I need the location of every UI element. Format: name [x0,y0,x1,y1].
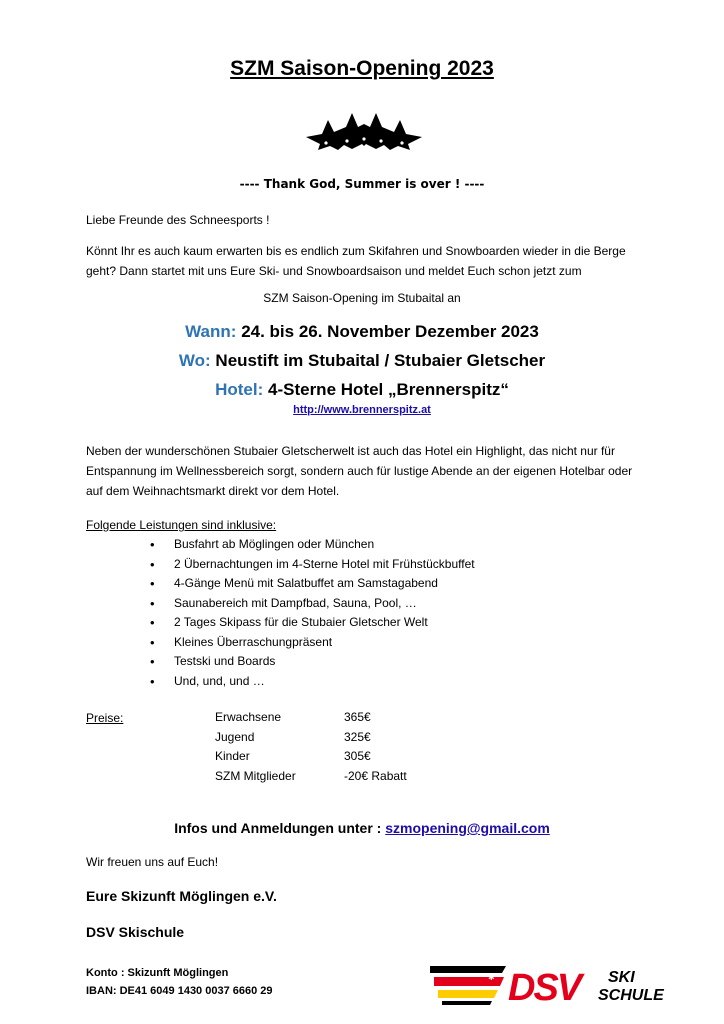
list-item: • Kleines Überraschungpräsent [148,633,628,653]
info-email-link[interactable]: szmopening@gmail.com [385,820,550,836]
description-paragraph: Neben der wunderschönen Stubaier Gletscherwelt ist auch das Hotel ein Highlight, das nicht nur für Entspannung im Wellnessbereich sorgt, sondern auch für lustige Abende an der eigenen Hotelbar oder auf dem Weihnachtsmarkt direkt vor dem Hotel. [86,444,633,498]
svg-text:✱: ✱ [488,973,495,982]
logo-bottom-text: SCHULE [598,987,664,1004]
list-item: • 2 Übernachtungen im 4-Sterne Hotel mit Frühstückbuffet [148,555,628,575]
price-row [215,747,475,767]
services-list [148,535,628,691]
where-value: Neustift im Stubaital / Stubaier Gletscher [215,351,546,370]
list-item: • Testski und Boards [148,652,628,672]
list-item: • 2 Tages Skipass für die Stubaier Gletscher Welt [148,613,628,633]
hotel-label: Hotel: [215,380,264,399]
dsv-skischule-logo [430,962,670,1006]
price-value: -20€ Rabatt [344,768,407,783]
price-row [215,728,475,748]
closing-text: Wir freuen uns auf Euch! [86,855,219,869]
price-row [215,708,475,728]
stars-emblem-icon [302,110,426,158]
list-item: • Busfahrt ab Möglingen oder München [148,535,628,555]
footer-konto: Konto : Skizunft Möglingen [86,967,229,979]
list-item: • 4-Gänge Menü mit Salatbuffet am Samstagabend [148,574,628,594]
services-heading: Folgende Leistungen sind inklusive: [86,518,277,532]
logo-top-text: SKI [608,969,635,986]
price-name: Kinder [215,749,250,763]
list-item: • Und, und, und … [148,672,628,692]
page-title: SZM Saison-Opening 2023 [230,57,494,80]
price-name: SZM Mitglieder [215,768,296,783]
prices-label: Preise: [86,711,124,725]
event-when [0,322,724,342]
info-label: Infos und Anmeldungen unter : [174,820,382,836]
event-hotel [0,380,724,400]
greeting: Liebe Freunde des Schneesports ! [86,213,270,227]
footer-iban: IBAN: DE41 6049 1430 0037 6660 29 [86,985,273,997]
hotel-link[interactable]: http://www.brennerspitz.at [293,404,431,416]
tagline: ---- Thank God, Summer is over ! ---- [239,177,485,191]
when-label: Wann: [185,322,237,341]
price-value: 305€ [344,749,371,763]
list-item: • Saunabereich mit Dampfbad, Sauna, Pool, … [148,594,628,614]
info-line [0,820,724,836]
price-value: 365€ [344,710,371,724]
signature-club: Eure Skizunft Möglingen e.V. [86,888,277,904]
signature-school: DSV Skischule [86,924,185,940]
event-where [0,351,724,371]
intro-paragraph: Könnt Ihr es auch kaum erwarten bis es endlich zum Skifahren und Snowboarden wieder in die Berge geht? Dann startet mit uns Eure Ski- und Snowboardsaison und meldet Euch schon jetzt zum [86,244,626,278]
event-line: SZM Saison-Opening im Stubaital an [263,291,461,305]
price-value: 325€ [344,729,371,744]
hotel-link-row [0,404,724,416]
price-row [215,767,475,787]
when-value: 24. bis 26. November Dezember 2023 [241,322,539,341]
logo-main-text: DSV [508,967,581,1006]
hotel-value: 4-Sterne Hotel „Brennerspitz“ [268,380,509,399]
price-name: Jugend [215,729,255,744]
price-name: Erwachsene [215,710,282,724]
prices-table [215,708,475,786]
where-label: Wo: [178,351,211,370]
